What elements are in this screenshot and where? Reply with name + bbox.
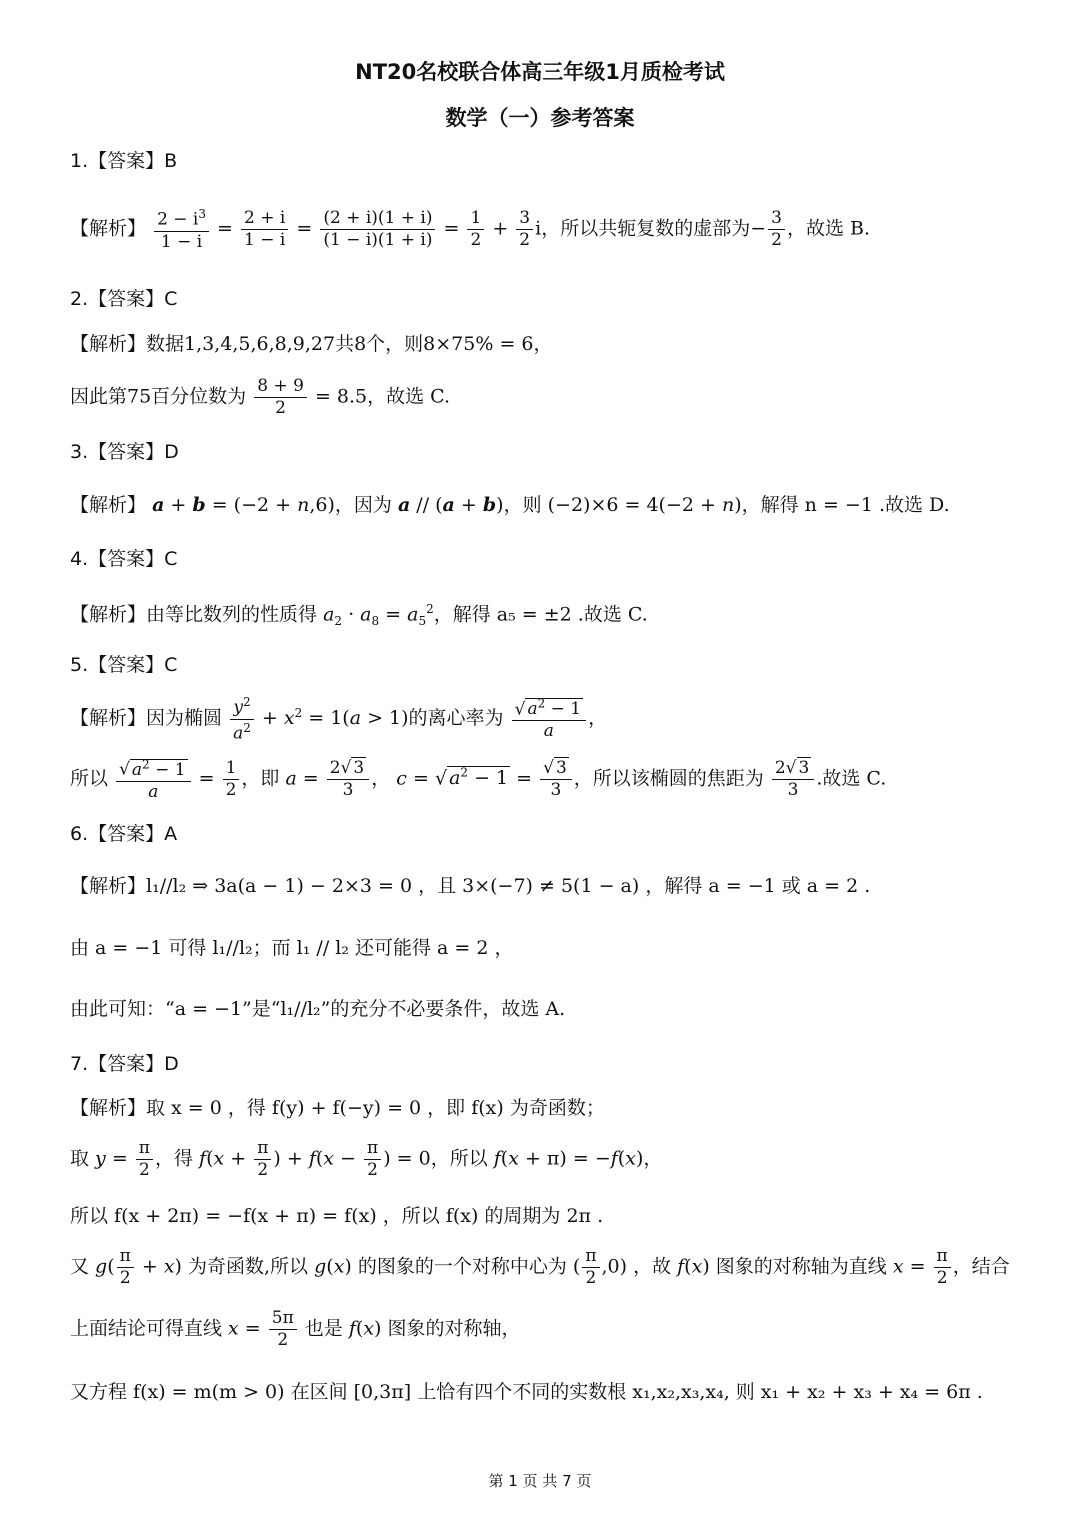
solution-5a: 【解析】因为椭圆 $\frac{y^2}{a^2}$ + $x^2 = 1(a > 1)$的离心率为 $\frac{√ a^2 - 1}{a}$ ，: [70, 695, 608, 744]
answer-4: 4.【答案】C: [70, 548, 178, 570]
solution-2a: 【解析】数据1,3,4,5,6,8,9,27共8个，则8×75% = 6，: [70, 333, 553, 355]
answer-6: 6.【答案】A: [70, 823, 178, 845]
solution-3: 【解析】 a + b = (−2 + n,6)，因为 a // (a + b)，则 (−2)×6 = 4(−2 + n)，解得 n = −1 .故选 D.: [70, 494, 950, 516]
answer-1: 1.【答案】B: [70, 150, 178, 172]
solution-6a: 【解析】l₁//l₂ ⇒ 3a(a − 1) − 2×3 = 0 ，且 3×(−7) ≠ 5(1 − a) ，解得 a = −1 或 a = 2 .: [70, 875, 871, 897]
page-subtitle: 数学（一）参考答案: [445, 106, 635, 130]
page-footer: 第 1 页 共 7 页: [488, 1472, 592, 1490]
answer-5: 5.【答案】C: [70, 654, 178, 676]
solution-2b: 因此第75百分位数为 $\frac{8 + 9}{2}$ = 8.5，故选 C.: [70, 376, 451, 418]
page-title: NT20名校联合体高三年级1月质检考试: [355, 60, 725, 84]
solution-6c: 由此可知：“a = −1”是“l₁//l₂”的充分不必要条件，故选 A.: [70, 998, 566, 1020]
answer-3: 3.【答案】D: [70, 441, 179, 463]
solution-6b: 由 a = −1 可得 l₁//l₂；而 l₁ // l₂ 还可能得 a = 2 ，: [70, 937, 514, 959]
solution-label: 【解析】: [70, 217, 147, 240]
solution-7a: 【解析】取 x = 0 ，得 f(y) + f(−y) = 0 ，即 f(x) 为奇函数；: [70, 1097, 605, 1119]
solution-4: 【解析】由等比数列的性质得 $a_2 \cdot a_8 = a_5^2$，解得 a₅ = ±2 .故选 C.: [70, 602, 648, 629]
answer-2: 2.【答案】C: [70, 288, 178, 310]
solution-7f: 又方程 f(x) = m(m > 0) 在区间 [0,3π] 上恰有四个不同的实数根 x₁,x₂,x₃,x₄, 则 x₁ + x₂ + x₃ + x₄ = 6π .: [70, 1381, 983, 1403]
answer-7: 7.【答案】D: [70, 1053, 179, 1075]
solution-7d: 又 g( $\frac{\pi}{2}$ + x) 为奇函数,所以 g(x) 的图象的一个对称中心为 ( $\frac{\pi}{2}$ ,0) ，故 f(x) 图象的对称轴为直线 x = $\frac{\pi}{2}$ ，结合: [70, 1246, 1010, 1288]
solution-1: 【解析】 $\frac{2 - i^3}{1 - i}$ = $\frac{2 + i}{1 - i}$ = $\frac{(2 + i)(1 + i)}{(1 - i)(1 + i)}$ = $\frac{1}{2}$ + $\frac{3}{2}$ i，所以共轭复数的虚部为− $\frac{3}{2}$ ，故选 B.: [70, 207, 871, 252]
solution-5b: 所以 $\frac{√ a^2 - 1}{a}$ = $\frac{1}{2}$ ，即 a = $\frac{2√ 3}{3}$ ， c = √ $a^2 - 1$ = $\frac{√ 3}{3}$ ，所以该椭圆的焦距为 $\frac{2√ 3}{3}$ .故选 C.: [70, 757, 887, 802]
solution-7c: 所以 f(x + 2π) = −f(x + π) = f(x) ，所以 f(x) 的周期为 2π .: [70, 1205, 604, 1227]
solution-7e: 上面结论可得直线 x = $\frac{5\pi}{2}$ 也是 f(x) 图象的对称轴，: [70, 1308, 521, 1350]
solution-7b: 取 y = $\frac{\pi}{2}$ ，得 f(x + $\frac{\pi}{2}$ ) + f(x − $\frac{\pi}{2}$ ) = 0，所以 f(x + π) = −f(x)，: [70, 1138, 663, 1180]
